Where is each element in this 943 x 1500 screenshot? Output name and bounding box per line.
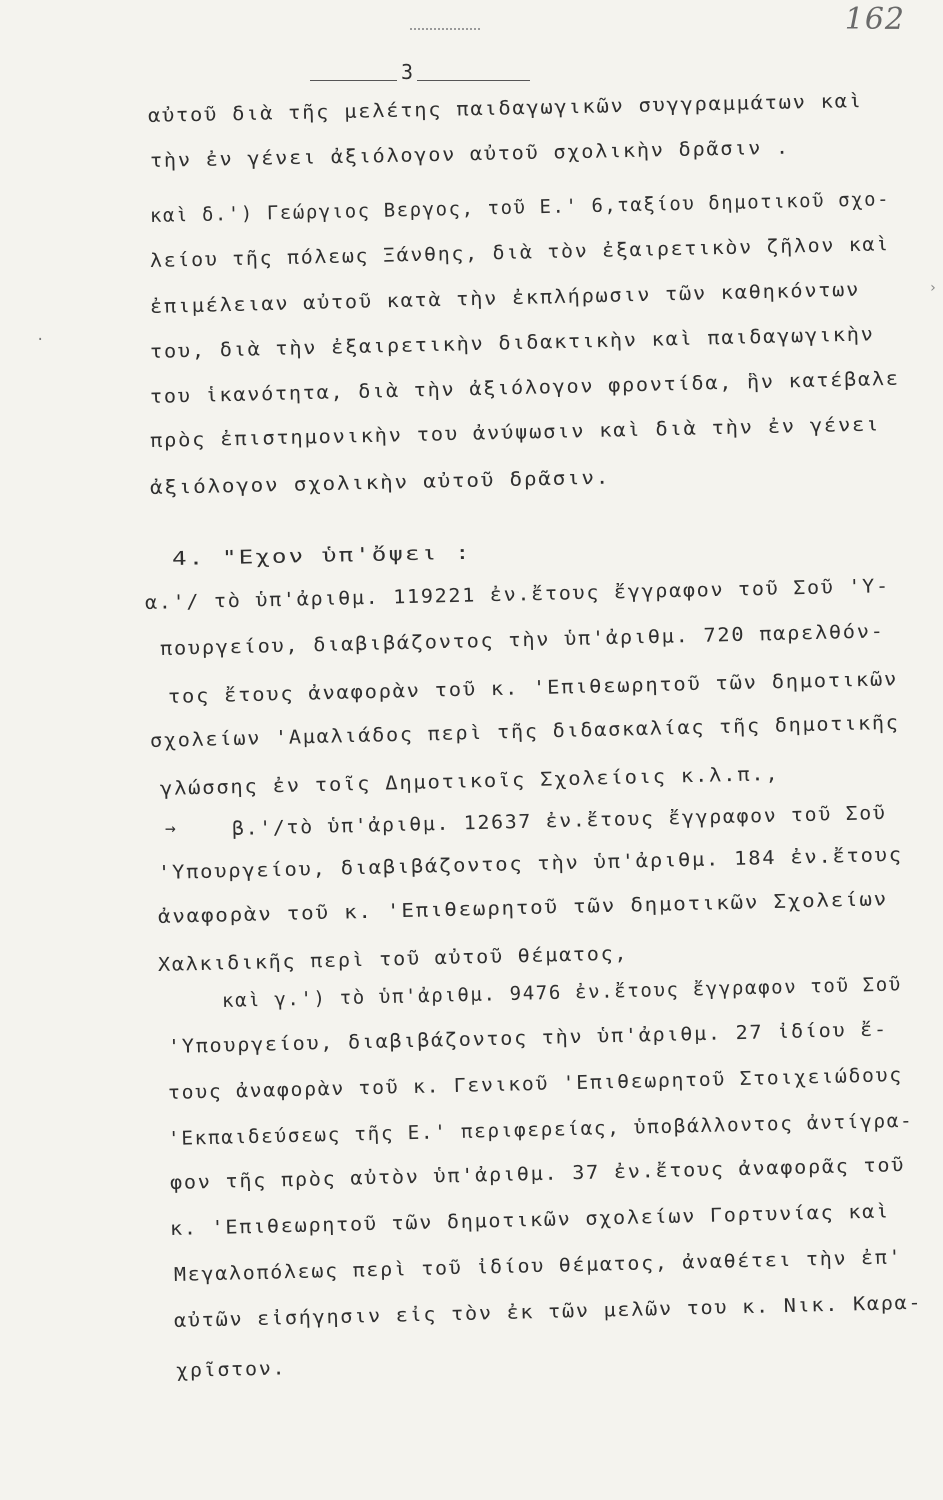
text-line: καὶ γ.') τὸ ὑπ'ἀριθμ. 9476 ἐν.ἔτους ἔγγραφον τοῦ Σοῦ <box>221 973 903 1012</box>
text-line: φον τῆς πρὸς αὐτὸν ὑπ'ἀριθμ. 37 ἐν.ἔτους ἀναφορᾶς τοῦ <box>169 1154 906 1194</box>
text-line: του, διὰ τὴν ἐξαιρετικὴν διδακτικὴν καὶ παιδαγωγικὴν <box>149 323 875 363</box>
page-number: 3 <box>397 60 417 84</box>
margin-arrow-icon: → <box>165 818 176 839</box>
text-line: αὐτῶν εἰσήγησιν εἰς τὸν ἐκ τῶν μελῶν του κ. Νικ. Καρα- <box>173 1291 923 1332</box>
text-line: τος ἔτους ἀναφορὰν τοῦ κ. 'Επιθεωρητοῦ τῶν δημοτικῶν <box>167 668 899 708</box>
text-line: τους ἀναφορὰν τοῦ κ. Γενικοῦ 'Επιθεωρητοῦ Στοιχειώδους <box>167 1064 904 1104</box>
text-line: α.'/ τὸ ὑπ'ἀριθμ. 119221 ἐν.ἔτους ἔγγραφον τοῦ Σοῦ 'Υ- <box>144 575 891 614</box>
folio-number: 162 <box>844 2 905 37</box>
text-line: 'Εκπαιδεύσεως τῆς Ε.' περιφερείας, ὑποβάλλοντος ἀντίγρα- <box>167 1109 914 1150</box>
text-line: ἀναφορὰν τοῦ κ. 'Επιθεωρητοῦ τῶν δημοτικῶν Σχολείων <box>157 888 889 928</box>
text-line: Μεγαλοπόλεως περὶ τοῦ ἰδίου θέματος, ἀναθέτει τὴν ἐπ' <box>173 1246 903 1286</box>
text-line: λείου τῆς πόλεως Ξάνθης, διὰ τὸν ἐξαιρετικὸν ζῆλον καὶ <box>149 233 891 272</box>
dotted-rule <box>410 28 480 30</box>
margin-mark: · <box>36 332 45 348</box>
edge-mark: › <box>928 280 937 296</box>
text-line: πρὸς ἐπιστημονικὴν του ἀνύψωσιν καὶ διὰ τὴν ἐν γένει <box>149 413 881 452</box>
text-line: 'Υπουργείου, διαβιβάζοντος τὴν ὑπ'ἀριθμ. 184 ἐν.ἔτους <box>157 843 904 884</box>
text-line: ἐπιμέλειαν αὐτοῦ κατὰ τὴν ἐκπλήρωσιν τῶν καθηκόντων <box>149 278 861 318</box>
text-line: ἀξιόλογον σχολικὴν αὐτοῦ δρᾶσιν. <box>149 466 611 499</box>
text-line: 'Υπουργείου, διαβιβάζοντος τὴν ὑπ'ἀριθμ. 27 ἰδίου ἔ- <box>167 1018 889 1058</box>
section-heading: 4. "Εχον ὑπ'ὄψει : <box>171 541 472 570</box>
text-line: καὶ δ.') Γεώργιος Βεργος, τοῦ Ε.' 6,ταξίου δημοτικοῦ σχο- <box>149 188 891 227</box>
text-line: γλώσσης ἐν τοῖς Δημοτικοῖς Σχολείοις κ.λ.π., <box>159 762 780 800</box>
text-line: β.'/τὸ ὑπ'ἀριθμ. 12637 ἐν.ἔτους ἔγγραφον τοῦ Σοῦ <box>231 802 887 840</box>
page-number-rule <box>310 80 530 81</box>
text-line: Χαλκιδικῆς περὶ τοῦ αὐτοῦ θέματος, <box>157 942 629 976</box>
text-line: αὐτοῦ διὰ τῆς μελέτης παιδαγωγικῶν συγγραμμάτων καὶ <box>147 90 863 127</box>
text-line: πουργείου, διαβιβάζοντος τὴν ὑπ'ἀριθμ. 720 παρελθόν- <box>159 620 885 660</box>
text-line: χρῖστον. <box>175 1357 287 1382</box>
text-line: κ. 'Επιθεωρητοῦ τῶν δημοτικῶν σχολείων Γορτυνίας καὶ <box>169 1200 891 1240</box>
text-line: τὴν ἐν γένει ἀξιόλογον αὐτοῦ σχολικὴν δρᾶσιν . <box>149 136 791 172</box>
text-line: του ἱκανότητα, διὰ τὴν ἀξιόλογον φροντίδα, ἣν κατέβαλε <box>149 367 900 408</box>
text-line: σχολείων 'Αμαλιάδος περὶ τῆς διδασκαλίας τῆς δημοτικῆς <box>149 711 900 752</box>
